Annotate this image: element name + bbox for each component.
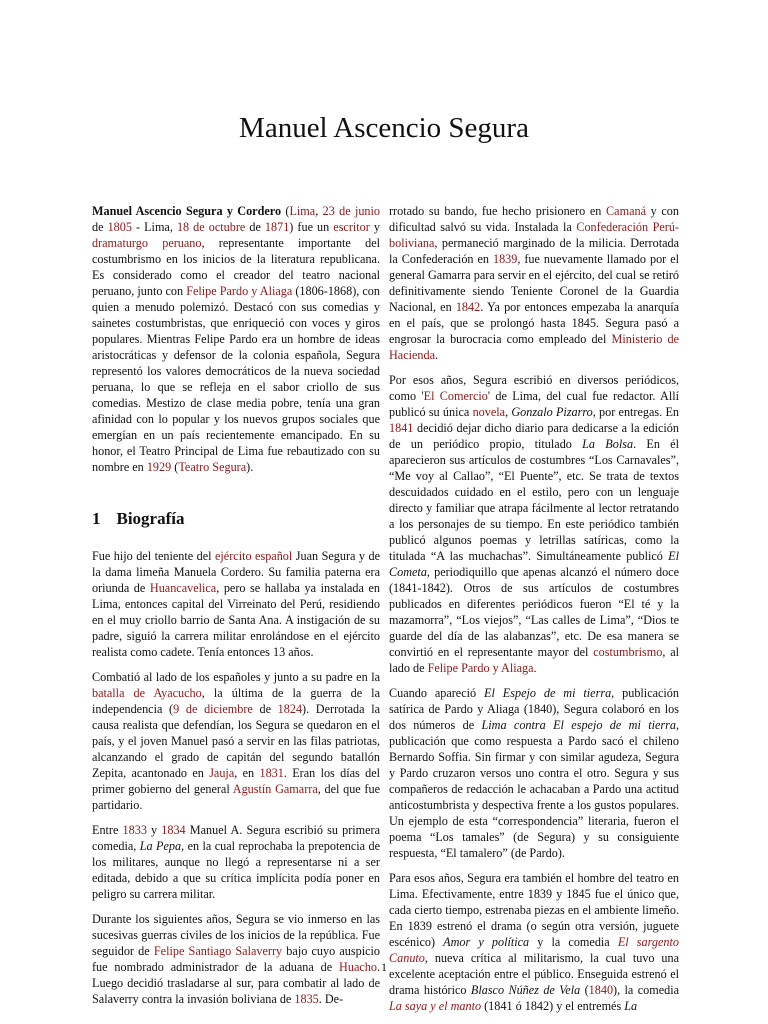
bio-paragraph-3: Entre 1833 y 1834 Manuel A. Segura escribió su primera comedia, La Pepa, en la cual reprochaba la prepotencia de los militares, aunque no llegó a representarse ni a ser editada, debido a que su crítica implícita podía poner en peligro su carrera militar. xyxy=(92,823,380,901)
wiki-link[interactable]: 18 de octubre xyxy=(176,220,246,234)
italic-text: La Bolsa xyxy=(582,437,634,451)
intro-paragraph: Manuel Ascencio Segura y Cordero (Lima, 23 de junio de 1805 - Lima, 18 de octubre de 1871) fue un escritor y dramaturgo peruano, representante importante del costumbrismo en los inicios de la literatura republicana. Es considerado como el creador del teatro nacional peruano, junto con Felipe Pardo y Aliaga (1806-1868), con quien a menudo polemizó. Destacó con sus comedias y sainetes costumbristas, que enriqueció con voces y giros populares. Mientras Felipe Pardo era un hombre de ideas aristocráticas y defensor de la colonia española, Segura representó los valores democráticos de la nueva sociedad peruana, lo que se refleja en el sabor criollo de sus comedias. Mestizo de clase media pobre, tenía una gran afinidad con lo popular y los nuevos grupos sociales que emergían en un país recientemente emancipado. En su honor, el Teatro Principal de Lima fue rebautizado con su nombre en 1929 (Teatro Segura). xyxy=(92,204,381,474)
italic-text: La xyxy=(624,999,638,1013)
wiki-link[interactable]: ejército español xyxy=(215,549,293,563)
italic-text: Gonzalo Pizarro xyxy=(511,405,593,419)
wiki-link[interactable]: Ministerio de Hacienda xyxy=(389,332,679,362)
wiki-link[interactable]: 1835 xyxy=(294,992,319,1006)
bio-paragraph-8: Para esos años, Segura era también el hombre del teatro en Lima. Efectivamente, entre 1839 y 1845 fue el único que, cada cierto tiempo, estrenaba piezas en el ambiente limeño. En 1839 estrenó el drama (o según otra versión, juguete escénico) Amor y política y la comedia El sargento Canuto, nueva crítica al militarismo, la cual tuvo una excelente aceptación entre el público. Enseguida estrenó el drama histórico Blasco Núñez de Vela (1840), la comedia La saya y el manto (1841 ó 1842) y el entremés La xyxy=(389,871,680,1013)
wiki-link[interactable]: 9 de diciembre xyxy=(173,702,253,716)
section-heading-biografia xyxy=(92,511,380,527)
page-number: 1 xyxy=(381,960,387,974)
wiki-link[interactable]: novela xyxy=(472,405,506,419)
bio-paragraph-2: Combatió al lado de los españoles y junto a su padre en la batalla de Ayacucho, la última de la guerra de la independencia (9 de diciembre de 1824). Derrotada la causa realista que defendían, los Segura se quedaron en el país, y el joven Manuel pasó a servir en las filas patriotas, alcanzando el grado de capitán del segundo batallón Zepita, acantonado en Jauja, en 1831. Eran los días del primer gobierno del general Agustín Gamarra, del que fue partidario. xyxy=(92,670,380,812)
wiki-link[interactable]: 1840 xyxy=(588,983,614,997)
right-column xyxy=(389,203,679,1023)
wiki-link[interactable]: El sargento Canuto xyxy=(389,935,680,965)
wiki-link[interactable]: Felipe Santiago Salaverry xyxy=(153,944,283,958)
italic-text: Lima contra El espejo de mi tierra xyxy=(481,718,676,732)
wiki-link[interactable]: 1842 xyxy=(455,300,481,314)
wiki-link[interactable]: 1871 xyxy=(264,220,290,234)
page-title: Manuel Ascencio Segura xyxy=(239,112,529,144)
wiki-link[interactable]: Teatro Segura xyxy=(178,460,247,474)
wiki-link[interactable]: 1839 xyxy=(492,252,518,266)
wiki-link[interactable]: Jauja xyxy=(209,766,235,780)
bold-text: Manuel Ascencio Segura y Cordero xyxy=(92,204,282,218)
wiki-link[interactable]: 23 de junio xyxy=(322,204,381,218)
wiki-link[interactable]: Agustín Gamarra xyxy=(232,782,318,796)
italic-text: Blasco Núñez de Vela xyxy=(470,983,581,997)
wiki-link[interactable]: escritor xyxy=(333,220,370,234)
left-column xyxy=(92,203,380,1016)
wiki-link[interactable]: 1833 xyxy=(122,823,147,837)
section-title: Biografía xyxy=(116,509,185,528)
wiki-link[interactable]: dramaturgo peruano xyxy=(92,236,202,250)
wiki-link[interactable]: Huacho xyxy=(339,960,377,974)
wiki-link[interactable]: 1824 xyxy=(277,702,303,716)
wiki-link[interactable]: costumbrismo xyxy=(593,645,663,659)
wiki-link[interactable]: 1834 xyxy=(161,823,186,837)
wiki-link[interactable]: Confederación Perú-boliviana xyxy=(389,220,679,250)
bio-paragraph-1: Fue hijo del teniente del ejército español Juan Segura y de la dama limeña Manuela Cordero. Su familia paterna era oriunda de Huancavelica, pero se hallaba ya instalada en Lima, entonces capital del Virreinato del Perú, residiendo en el muy criollo barrio de Santa Ana. A instigación de su padre, siguió la carrera militar enrolándose en el ejército realista como cadete. Tenía entonces 13 años. xyxy=(92,549,381,659)
italic-text: El Cometa xyxy=(389,549,679,579)
wiki-link[interactable]: Lima xyxy=(289,204,316,218)
wiki-link[interactable]: 1805 xyxy=(107,220,132,234)
wiki-link[interactable]: Felipe Pardo y Aliaga xyxy=(186,284,293,298)
wiki-link[interactable]: Camaná xyxy=(606,204,646,218)
wiki-link[interactable]: 1831 xyxy=(259,766,284,780)
wiki-link[interactable]: Huancavelica xyxy=(149,581,217,595)
wiki-link[interactable]: 1841 xyxy=(389,421,414,435)
wiki-link[interactable]: El Comercio xyxy=(423,389,488,403)
bio-paragraph-6: Por esos años, Segura escribió en diversos periódicos, como 'El Comercio' de Lima, del cual fue redactor. Allí publicó su única novela, Gonzalo Pizarro, por entregas. En 1841 decidió dejar dicho diario para dedicarse a la edición de un periódico propio, titulado La Bolsa. En él aparecieron sus artículos de costumbres “Los Carnavales”, “Me voy al Callao”, “El Puente”, etc. Se trata de textos descuidados cuidado en el estilo, pero con un lenguaje directo y familiar que atrapa fácilmente al lector retratando a los personajes de su tiempo. En este periódico también publicó algunos poemas y letrillas satíricas, como la titulada “A las muchachas”. Simultáneamente publicó El Cometa, periodiquillo que apenas alcanzó el número doce (1841-1842). Otros de sus artículos de costumbres publicados en diferentes periódicos fueron “El té y la mazamorra”, “Los viejos”, “Las calles de Lima”, “Dios te guarde del día de las alabanzas”, etc. De esa manera se convirtió en el representante mayor del costumbrismo, al lado de Felipe Pardo y Aliaga. xyxy=(389,373,680,675)
wiki-link[interactable]: La saya y el manto xyxy=(389,999,482,1013)
bio-paragraph-7: Cuando apareció El Espejo de mi tierra, publicación satírica de Pardo y Aliaga (1840), Segura colaboró en los dos números de Lima contra El espejo de mi tierra, publicación que como respuesta a Pardo sacó el chileno Bernardo Soffia. Sin firmar y con similar agudeza, Segura y Pardo cruzaron versos uno contra el otro. Segura y sus compañeros de redacción le achacaban a Pardo una actitud anticostumbrista y despectiva frente a los gustos populares. Un ejemplo de esta “correspondencia” literaria, fueron el poema “Los tamales” (de Segura) y su consiguiente respuesta, “El tamalero” (de Pardo). xyxy=(389,686,680,860)
bio-paragraph-5: rrotado su bando, fue hecho prisionero en Camaná y con dificultad salvó su vida. Instalada la Confederación Perú-boliviana, permaneció marginado de la milicia. Derrotada la Confederación en 1839, fue nuevamente llamado por el general Gamarra para servir en el ejército, del cual se retiró definitivamente siendo Teniente Coronel de la Guardia Nacional, en 1842. Ya por entonces empezaba la anarquía en el país, que se prolongó hasta 1845. Segura pasó a engrosar la burocracia como empleado del Ministerio de Hacienda. xyxy=(389,204,679,362)
wiki-link[interactable]: 1929 xyxy=(146,460,172,474)
wiki-link[interactable]: batalla de Ayacucho xyxy=(92,686,202,700)
italic-text: Amor y política xyxy=(443,935,530,949)
italic-text: El Espejo de mi tierra xyxy=(484,686,612,700)
italic-text: La Pepa xyxy=(139,839,182,853)
bio-paragraph-4: Durante los siguientes años, Segura se vio inmerso en las sucesivas guerras civiles de los inicios de la república. Fue seguidor de Felipe Santiago Salaverry bajo cuyo auspicio fue nombrado administrador de la aduana de Huacho. Luego decidió trasladarse al sur, para combatir al lado de Salaverry contra la invasión boliviana de 1835. De- xyxy=(92,912,381,1006)
wiki-link[interactable]: Felipe Pardo y Aliaga xyxy=(427,661,534,675)
section-number: 1 xyxy=(92,509,101,528)
